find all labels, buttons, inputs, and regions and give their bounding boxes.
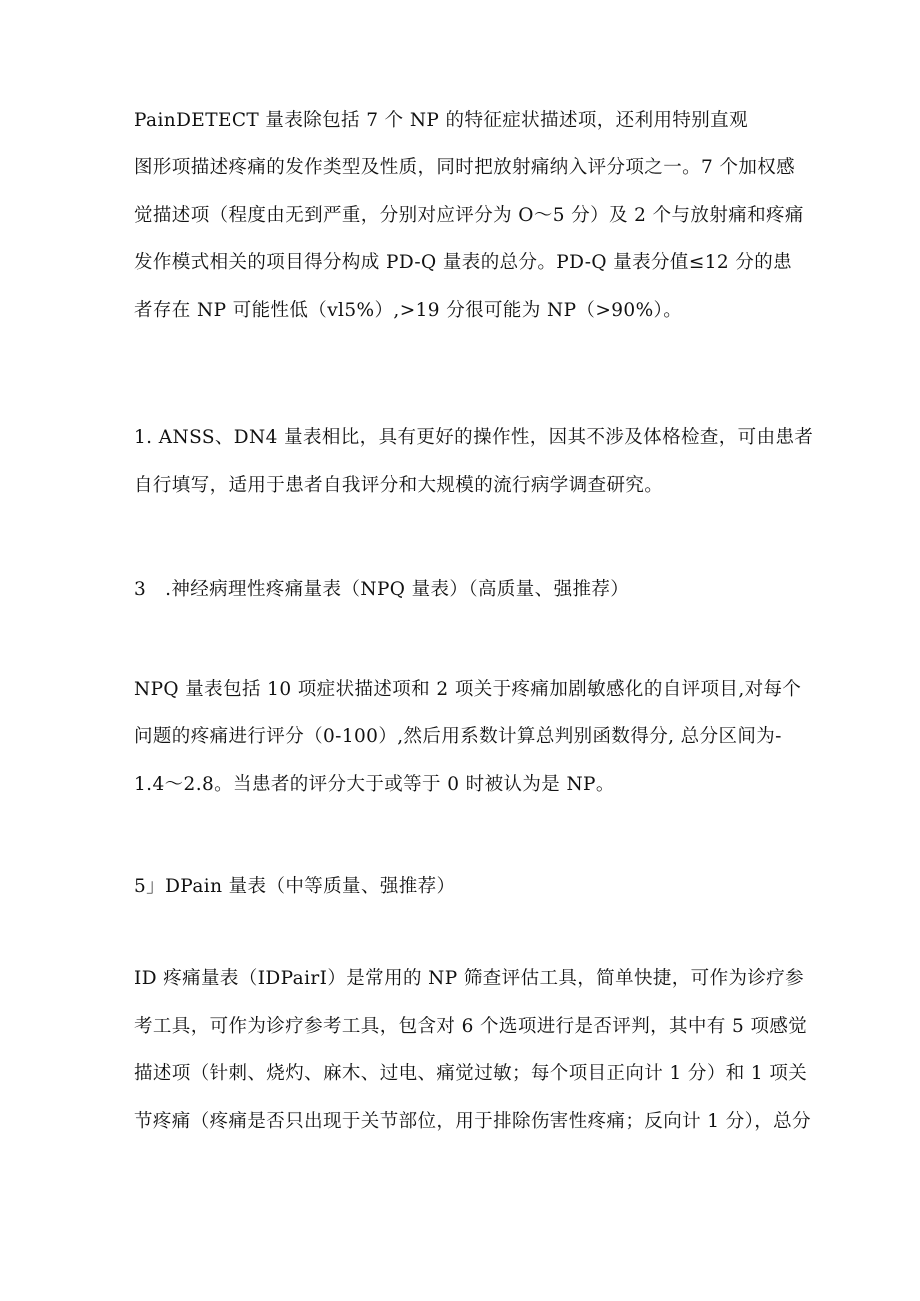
text-line: 描述项（针刺、烧灼、麻木、过电、痛觉过敏；每个项目正向计 1 分）和 1 项关 (134, 1063, 808, 1084)
text-line: PainDETECT 量表除包括 7 个 NP 的特征症状描述项，还利用特别直观 (134, 110, 748, 131)
text-line: 1.4～2.8。当患者的评分大于或等于 0 时被认为是 NP。 (134, 774, 615, 795)
text-line: 1. ANSS、DN4 量表相比，具有更好的操作性，因其不涉及体格检查，可由患者 (134, 427, 814, 448)
heading-text: 3 .神经病理性疼痛量表（NPQ 量表）（高质量、强推荐） (134, 579, 630, 600)
text-line: 发作模式相关的项目得分构成 PD-Q 量表的总分。PD-Q 量表分值≤12 分的患 (134, 252, 793, 273)
heading-text: 5」DPain 量表（中等质量、强推荐） (134, 876, 456, 897)
text-line: 问题的疼痛进行评分（0-100）,然后用系数计算总判别函数得分, 总分区间为- (134, 726, 782, 747)
text-line: 觉描述项（程度由无到严重，分别对应评分为 O～5 分）及 2 个与放射痛和疼痛 (134, 205, 804, 226)
text-line: ID 疼痛量表（IDPairI）是常用的 NP 筛查评估工具，简单快捷，可作为诊疗参 (134, 968, 805, 989)
text-line: 者存在 NP 可能性低（vl5%）,>19 分很可能为 NP（>90%）。 (134, 300, 683, 321)
text-line: 自行填写，适用于患者自我评分和大规模的流行病学调查研究。 (134, 475, 664, 496)
text-line: 节疼痛（疼痛是否只出现于关节部位，用于排除伤害性疼痛；反向计 1 分），总分 (134, 1111, 811, 1132)
text-line: 考工具，可作为诊疗参考工具，包含对 6 个选项进行是否评判，其中有 5 项感觉 (134, 1016, 808, 1037)
text-line: 图形项描述疼痛的发作类型及性质，同时把放射痛纳入评分项之一。7 个加权感 (134, 157, 796, 178)
text-line: NPQ 量表包括 10 项症状描述项和 2 项关于疼痛加剧敏感化的自评项目,对每个 (134, 679, 802, 700)
